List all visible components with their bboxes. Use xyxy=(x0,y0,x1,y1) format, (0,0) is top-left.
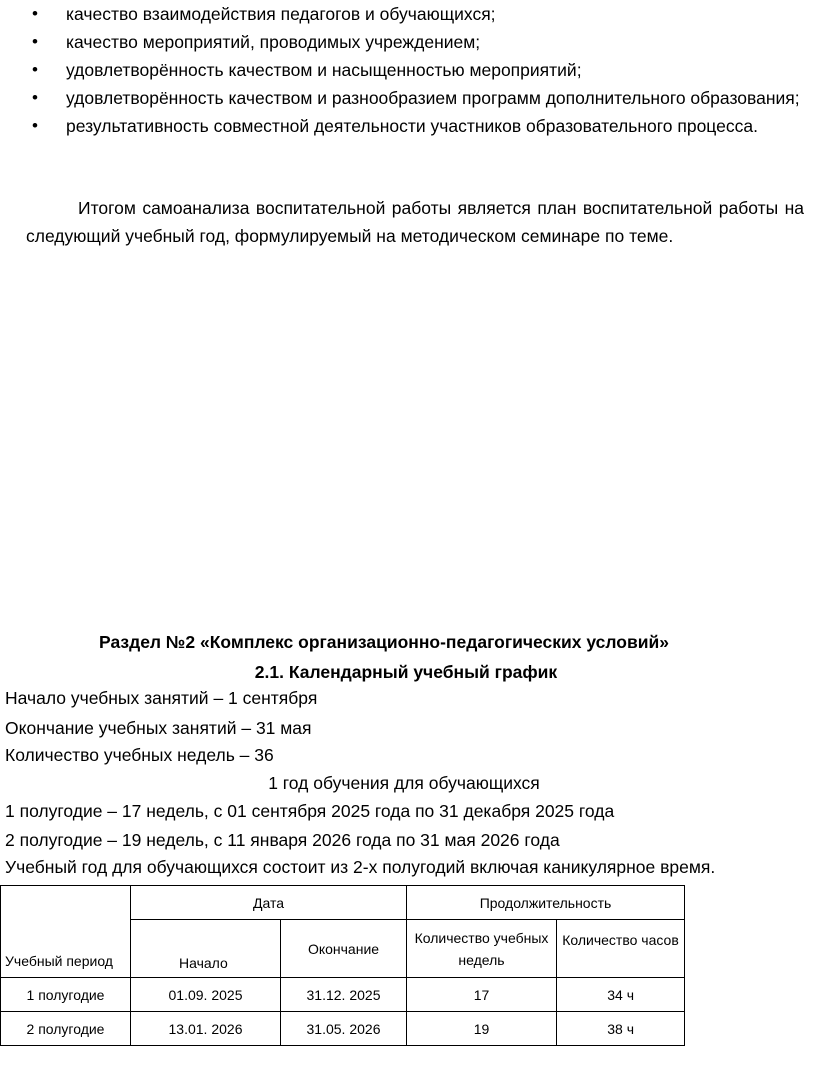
schedule-table xyxy=(0,885,685,1046)
half1-line: 1 полугодие – 17 недель, с 01 сентября 2025 года по 31 декабря 2025 года xyxy=(5,801,615,821)
cell-end: 31.12. 2025 xyxy=(281,978,407,1012)
list-item: • качество взаимодействия педагогов и обучающихся; xyxy=(30,0,810,28)
header-weeks: Количество учебных недель xyxy=(407,920,557,978)
year-title: 1 год обучения для обучающихся xyxy=(268,773,540,793)
subsection-title: 2.1. Календарный учебный график xyxy=(254,662,558,682)
bullet-icon: • xyxy=(32,32,38,51)
list-item: • результативность совместной деятельности участников образовательного процесса. xyxy=(30,112,810,140)
cell-weeks: 19 xyxy=(407,1012,557,1046)
table-header-row xyxy=(1,886,685,920)
cell-period: 1 полугодие xyxy=(1,978,131,1012)
list-item: • удовлетворённость качеством и насыщенностью мероприятий; xyxy=(30,56,810,84)
start-date-line: Начало учебных занятий – 1 сентября xyxy=(5,688,318,708)
header-dates: Дата xyxy=(131,886,407,920)
header-period: Учебный период xyxy=(1,886,131,978)
half2-line: 2 полугодие – 19 недель, с 11 января 2026 года по 31 мая 2026 года xyxy=(5,830,560,850)
section-title: Раздел №2 «Комплекс организационно-педагогических условий» xyxy=(99,632,669,652)
cell-start: 01.09. 2025 xyxy=(131,978,281,1012)
bullet-icon: • xyxy=(32,4,38,23)
header-end: Окончание xyxy=(281,920,407,978)
list-item: • удовлетворённость качеством и разнообразием программ дополнительного образования; xyxy=(30,84,810,112)
bullet-icon: • xyxy=(32,60,38,79)
end-date-line: Окончание учебных занятий – 31 мая xyxy=(5,718,312,738)
summary-paragraph: Итогом самоанализа воспитательной работы является план воспитательной работы на следующий учебный год, формулируемый на методическом семинаре по теме. xyxy=(26,198,804,246)
cell-hours: 38 ч xyxy=(557,1012,685,1046)
header-start: Начало xyxy=(131,920,281,978)
header-hours: Количество часов xyxy=(557,920,685,978)
criteria-list xyxy=(30,0,810,140)
cell-start: 13.01. 2026 xyxy=(131,1012,281,1046)
summary-line: Учебный год для обучающихся состоит из 2-х полугодий включая каникулярное время. xyxy=(5,857,716,877)
cell-hours: 34 ч xyxy=(557,978,685,1012)
weeks-line: Количество учебных недель – 36 xyxy=(5,745,274,765)
cell-weeks: 17 xyxy=(407,978,557,1012)
cell-period: 2 полугодие xyxy=(1,1012,131,1046)
cell-end: 31.05. 2026 xyxy=(281,1012,407,1046)
bullet-icon: • xyxy=(32,88,38,107)
table-row xyxy=(1,1012,685,1046)
table-row xyxy=(1,978,685,1012)
bullet-icon: • xyxy=(32,116,38,135)
list-item: • качество мероприятий, проводимых учреждением; xyxy=(30,28,810,56)
header-duration: Продолжительность xyxy=(407,886,685,920)
